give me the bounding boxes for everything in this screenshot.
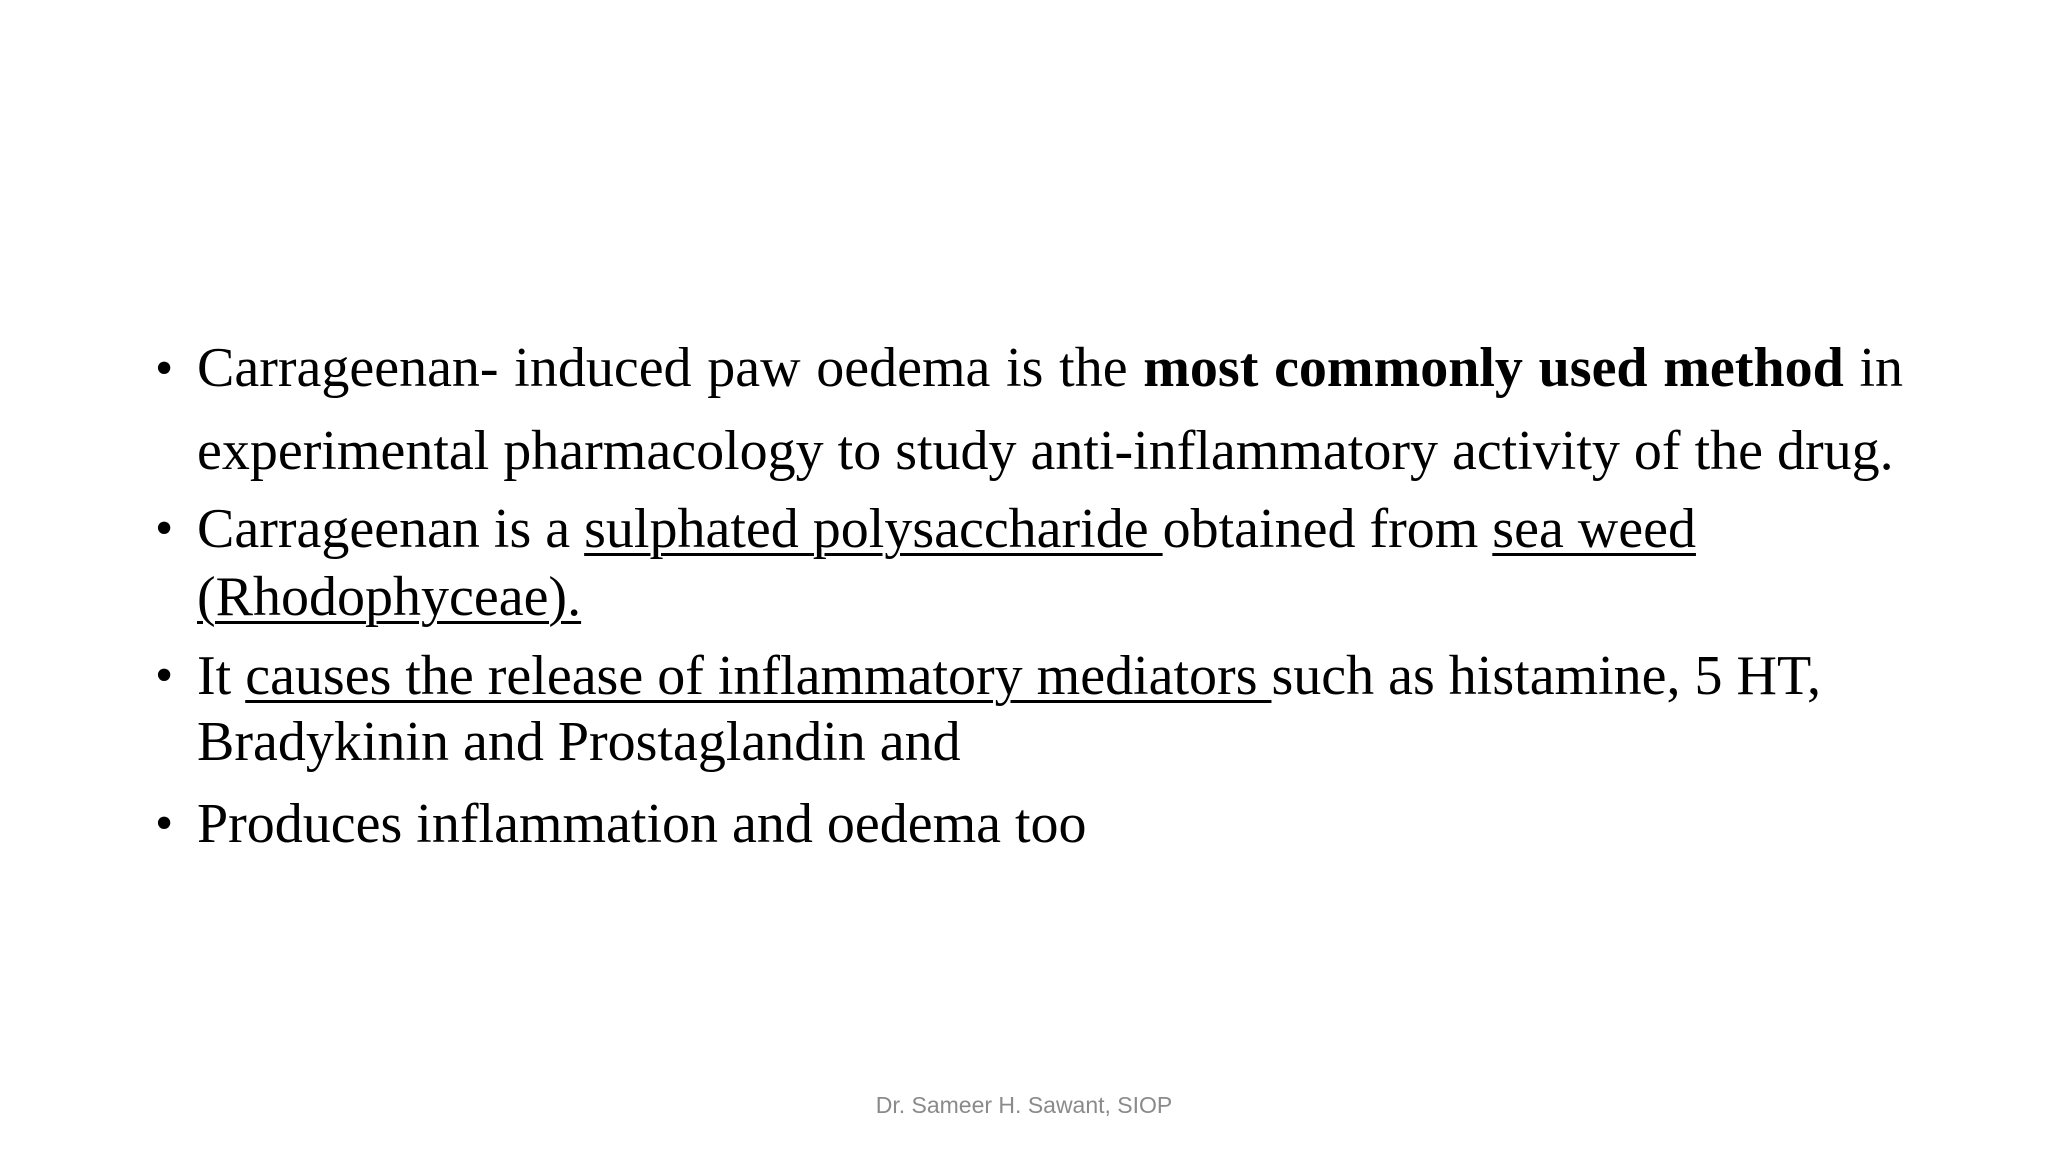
bullet-item [155, 495, 1903, 631]
bullet-text-underlined: sea weed (Rhodophyceae). [197, 498, 1696, 628]
bullet-item [155, 643, 1903, 775]
bullet-text-bold: most commonly used method [1143, 337, 1844, 399]
bullet-item [155, 789, 1903, 859]
bullet-text: obtained from [1162, 498, 1493, 560]
bullet-dot-icon: • [155, 500, 174, 557]
bullet-list [155, 327, 1903, 859]
bullet-text-underlined: sulphated polysaccharide [584, 498, 1163, 560]
slide-footer: Dr. Sameer H. Sawant, SIOP [875, 1092, 1173, 1118]
bullet-text: such as histamine, 5 HT, Bradykinin and Prostaglandin and [197, 645, 1822, 773]
bullet-item [155, 327, 1903, 493]
bullet-text: Produces inflammation and oedema too [197, 793, 1087, 855]
bullet-dot-icon: • [155, 795, 174, 852]
bullet-text: Carrageenan is a [197, 498, 585, 560]
bullet-text: It [197, 645, 246, 707]
bullet-text: in experimental pharmacology to study anti-inflammatory activity of the drug. [197, 337, 1904, 482]
bullet-dot-icon: • [155, 340, 174, 397]
bullet-text: Carrageenan- induced paw oedema is the [197, 337, 1144, 399]
bullet-text-underlined: causes the release of inflammatory mediators [245, 645, 1272, 707]
bullet-dot-icon: • [155, 647, 174, 704]
